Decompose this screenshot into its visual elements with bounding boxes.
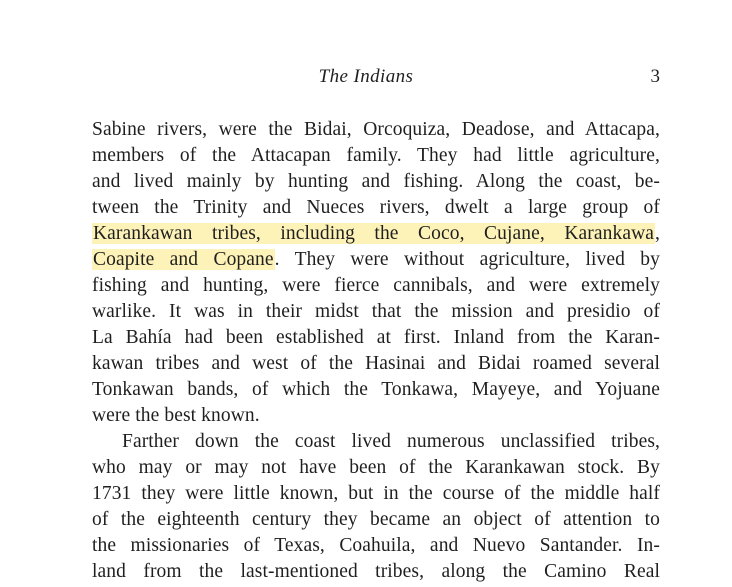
highlighted-text[interactable]: Coapite and Copane	[93, 249, 274, 270]
text-line	[92, 143, 660, 169]
text-line	[92, 299, 660, 325]
line-text: ,	[655, 223, 660, 244]
text-line	[92, 325, 660, 351]
line-text: Sabine rivers, were the Bidai, Orcoquiza, Deadose, and Attacapa,	[92, 119, 660, 140]
text-line	[92, 221, 660, 247]
text-line	[92, 377, 660, 403]
line-text: tween the Trinity and Nueces rivers, dwelt a large group of	[92, 197, 660, 218]
text-line	[92, 455, 660, 481]
text-line	[92, 169, 660, 195]
line-text: . They were without agriculture, lived by	[274, 249, 660, 270]
highlighted-text[interactable]: Karankawan tribes, including the Coco, Cujane, Karankawa	[93, 223, 655, 244]
text-line	[92, 481, 660, 507]
line-text: the missionaries of Texas, Coahuila, and Nuevo Santander. In-	[92, 535, 660, 556]
line-text: 1731 they were little known, but in the course of the middle half	[92, 483, 660, 504]
line-text: fishing and hunting, were fierce cannibals, and were extremely	[92, 275, 660, 296]
page-number: 3	[650, 66, 660, 87]
line-text: Farther down the coast lived numerous unclassified tribes,	[122, 431, 660, 452]
line-text: members of the Attacapan family. They had little agriculture,	[92, 145, 660, 166]
line-text: La Bahía had been established at first. Inland from the Karan-	[92, 327, 660, 348]
text-line	[92, 507, 660, 533]
line-text: who may or may not have been of the Karankawan stock. By	[92, 457, 660, 478]
line-text: were the best known.	[92, 405, 260, 426]
line-text: and lived mainly by hunting and fishing. Along the coast, be-	[92, 171, 660, 192]
text-line	[92, 533, 660, 559]
running-header-title: The Indians	[318, 66, 414, 87]
text-line	[92, 117, 660, 143]
line-text: land from the last-mentioned tribes, along the Camino Real	[92, 561, 660, 582]
line-text: warlike. It was in their midst that the mission and presidio of	[92, 301, 660, 322]
line-text: Tonkawan bands, of which the Tonkawa, Mayeye, and Yojuane	[92, 379, 660, 400]
text-line	[92, 195, 660, 221]
text-line	[92, 403, 660, 429]
text-line	[92, 273, 660, 299]
line-text: kawan tribes and west of the Hasinai and Bidai roamed several	[92, 353, 660, 374]
line-text: of the eighteenth century they became an object of attention to	[92, 509, 660, 530]
text-line	[92, 351, 660, 377]
text-line	[122, 429, 660, 455]
text-line	[92, 559, 660, 585]
text-line	[92, 247, 660, 273]
